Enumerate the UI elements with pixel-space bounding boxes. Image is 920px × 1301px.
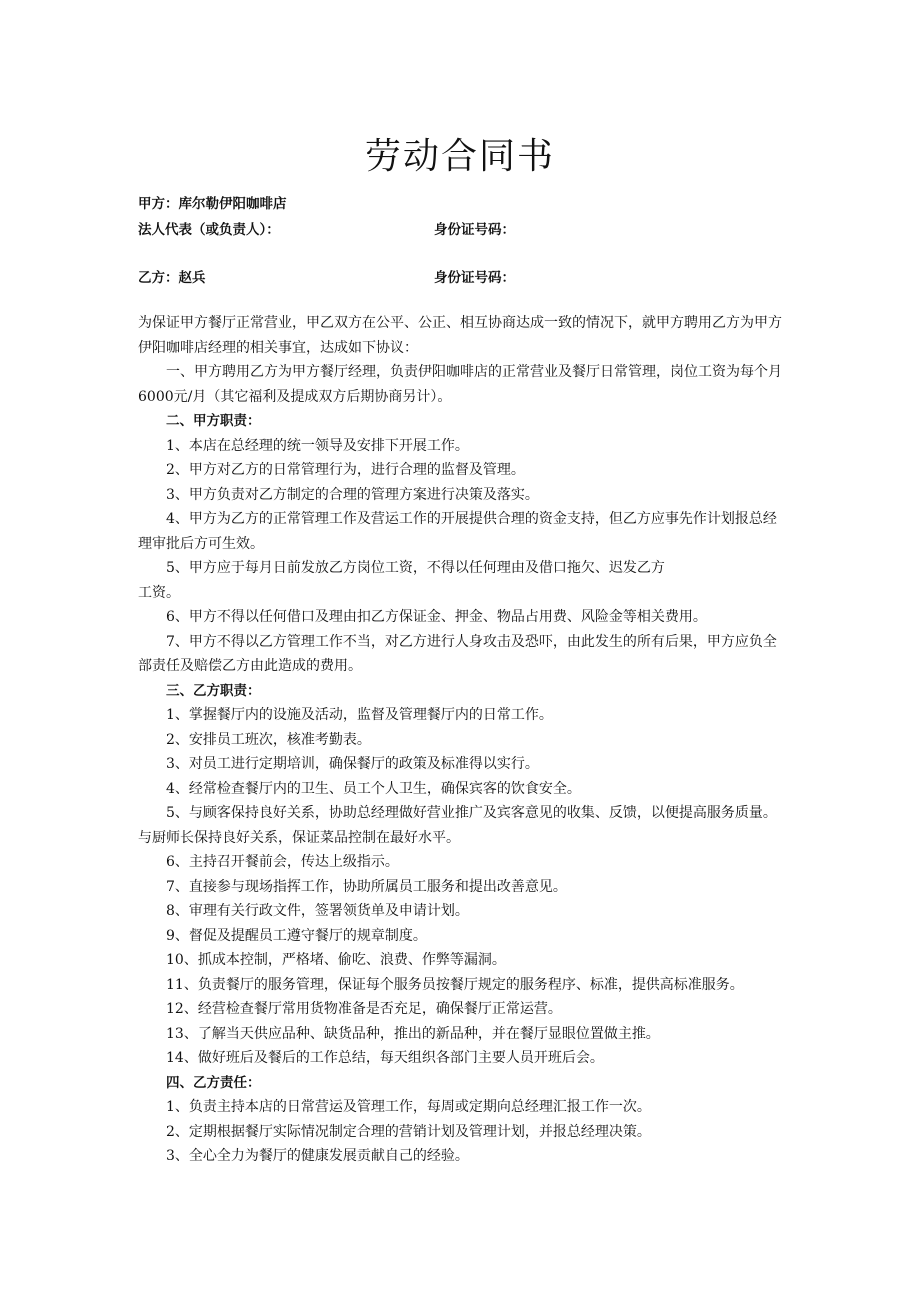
section-2-item: 4、甲方为乙方的正常管理工作及营运工作的开展提供合理的资金支持，但乙方应事先作计划报总经理审批后方可生效。 (138, 511, 777, 552)
section-2-item-continuation: 工资。 (138, 584, 180, 601)
section-3-item: 8、审理有关行政文件，签署领货单及申请计划。 (166, 903, 469, 919)
section-2-item: 2、甲方对乙方的日常管理行为，进行合理的监督及管理。 (166, 462, 525, 478)
section-2-item: 6、甲方不得以任何借口及理由扣乙方保证金、押金、物品占用费、风险金等相关费用。 (166, 609, 707, 625)
party-a-id-label: 身份证号码： (434, 222, 515, 238)
section-4-heading: 四、乙方责任： (166, 1074, 261, 1091)
section-2-item: 1、本店在总经理的统一领导及安排下开展工作。 (166, 437, 469, 454)
section-2-heading: 二、甲方职责： (166, 413, 261, 429)
section-3-item: 9、督促及提醒员工遵守餐厅的规章制度。 (166, 927, 427, 944)
section-3-item: 11、负责餐厅的服务管理，保证每个服务员按餐厅规定的服务程序、标准，提供高标准服务。 (166, 976, 744, 993)
section-4-item: 2、定期根据餐厅实际情况制定合理的营销计划及管理计划，并报总经理决策。 (166, 1123, 651, 1140)
party-b-name: 乙方：赵兵 (138, 270, 206, 286)
party-a-name: 甲方：库尔勒伊阳咖啡店 (138, 196, 287, 212)
section-3-heading: 三、乙方职责： (166, 682, 261, 699)
document-title: 劳动合同书 (364, 136, 555, 177)
section-3-item: 12、经营检查餐厅常用货物准备是否充足，确保餐厅正常运营。 (166, 1001, 562, 1017)
section-3-item: 4、经常检查餐厅内的卫生、员工个人卫生，确保宾客的饮食安全。 (166, 780, 581, 797)
contract-body (138, 311, 790, 1169)
section-2-item: 3、甲方负责对乙方制定的合理的管理方案进行决策及落实。 (166, 486, 539, 503)
section-4-item: 3、全心全力为餐厅的健康发展贡献自己的经验。 (166, 1148, 469, 1164)
party-a-representative: 法人代表（或负责人）： (138, 222, 280, 238)
party-b-id-label: 身份证号码： (434, 270, 515, 286)
intro-paragraph: 为保证甲方餐厅正常营业，甲乙双方在公平、公正、相互协商达成一致的情况下，就甲方聘用乙方为甲方伊阳咖啡店经理的相关事宜，达成如下协议： (138, 315, 782, 356)
section-3-item: 14、做好班后及餐后的工作总结，每天组织各部门主要人员开班后会。 (166, 1050, 604, 1066)
section-2-item: 7、甲方不得以乙方管理工作不当，对乙方进行人身攻击及恐吓，由此发生的所有后果，甲方应负全部责任及赔偿乙方由此造成的费用。 (138, 633, 777, 674)
section-3-item: 7、直接参与现场指挥工作，协助所属员工服务和提出改善意见。 (166, 878, 567, 895)
section-3-item: 3、对员工进行定期培训，确保餐厅的政策及标准得以实行。 (166, 756, 539, 772)
clause-1: 一、甲方聘用乙方为甲方餐厅经理，负责伊阳咖啡店的正常营业及餐厅日常管理，岗位工资为每个月6000元/月（其它福利及提成双方后期协商另计）。 (138, 364, 782, 405)
section-4-item: 1、负责主持本店的日常营运及管理工作，每周或定期向总经理汇报工作一次。 (166, 1099, 651, 1115)
section-3-item: 5、与顾客保持良好关系，协助总经理做好营业推广及宾客意见的收集、反馈，以便提高服务质量。与厨师长保持良好关系，保证菜品控制在最好水平。 (138, 805, 777, 846)
section-3-item: 13、了解当天供应品种、缺货品种，推出的新品种，并在餐厅显眼位置做主推。 (166, 1025, 660, 1042)
section-3-item: 6、主持召开餐前会，传达上级指示。 (166, 854, 399, 870)
section-3-item: 1、掌握餐厅内的设施及活动，监督及管理餐厅内的日常工作。 (166, 707, 553, 723)
section-2-item: 5、甲方应于每月日前发放乙方岗位工资，不得以任何理由及借口拖欠、迟发乙方 (166, 560, 665, 576)
section-3-item: 10、抓成本控制，严格堵、偷吃、浪费、作弊等漏洞。 (166, 952, 506, 968)
section-3-item: 2、安排员工班次，核准考勤表。 (166, 731, 371, 748)
